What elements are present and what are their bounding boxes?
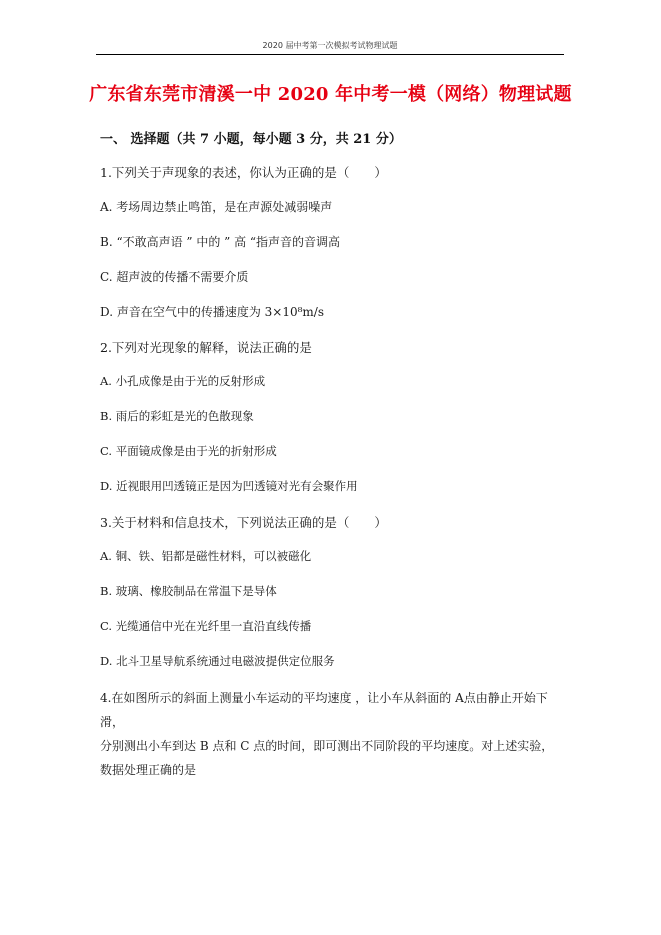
question-3-option-b: B. 玻璃、橡胶制品在常温下是导体: [100, 584, 277, 598]
question-4-line-1: 4.在如图所示的斜面上测量小车运动的平均速度 ，让小车从斜面的 A点由静止开始下滑，: [100, 691, 548, 729]
question-2-stem: 2.下列对光现象的解释，说法正确的是: [100, 340, 312, 355]
question-1-stem: 1.下列关于声现象的表述，你认为正确的是（ ）: [100, 165, 387, 180]
question-2-option-c: C. 平面镜成像是由于光的折射形成: [100, 444, 277, 458]
question-4-line-3: 数据处理正确的是: [100, 763, 197, 777]
document-title: 广东省东莞市清溪一中 2020 年中考一模（网络）物理试题: [89, 84, 572, 105]
question-1-option-b: B. “不敢高声语 ” 中的 ” 高 “指声音的音调高: [100, 235, 341, 249]
question-2-option-b: B. 雨后的彩虹是光的色散现象: [100, 409, 254, 423]
question-3-option-a: A. 铜、铁、铝都是磁性材料，可以被磁化: [100, 549, 312, 563]
question-2-option-d: D. 近视眼用凹透镜正是因为凹透镜对光有会聚作用: [100, 479, 358, 493]
question-1-option-c: C. 超声波的传播不需要介质: [100, 270, 249, 284]
question-1-option-d: D. 声音在空气中的传播速度为 3×10⁸m/s: [100, 305, 324, 319]
question-3-option-c: C. 光缆通信中光在光纤里一直沿直线传播: [100, 619, 312, 633]
question-3-option-d: D. 北斗卫星导航系统通过电磁波提供定位服务: [100, 654, 335, 668]
question-4-stem: [100, 686, 570, 782]
question-4-line-2: 分别测出小车到达 B 点和 C 点的时间，即可测出不同阶段的平均速度。对上述实验，: [100, 739, 554, 753]
question-3-stem: 3.关于材料和信息技术，下列说法正确的是（ ）: [100, 515, 387, 530]
header-divider: [96, 54, 564, 55]
question-2-option-a: A. 小孔成像是由于光的反射形成: [100, 374, 266, 388]
running-header: 2020 届中考第一次模拟考试物理试题: [262, 41, 398, 50]
section-heading: 一、 选择题（共 7 小题，每小题 3 分，共 21 分）: [100, 132, 402, 147]
question-1-option-a: A. 考场周边禁止鸣笛，是在声源处减弱噪声: [100, 200, 333, 214]
